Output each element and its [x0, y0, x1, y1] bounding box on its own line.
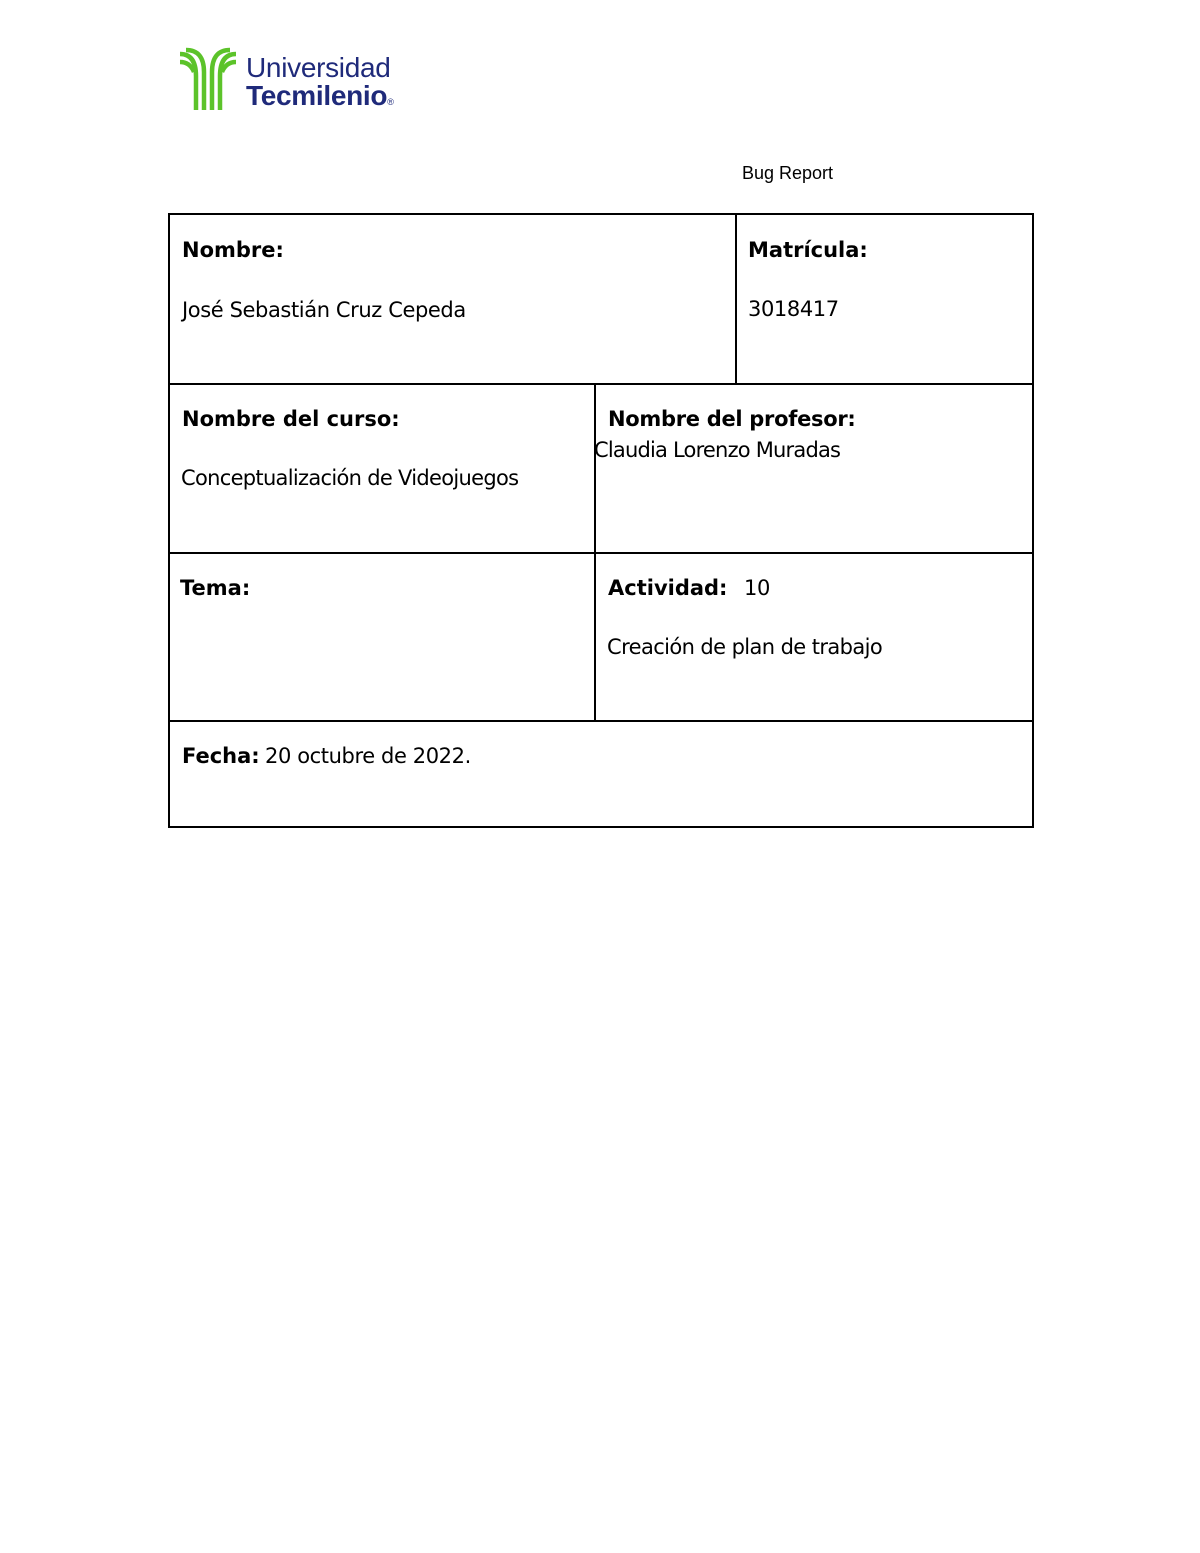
- cell-actividad: [596, 554, 1032, 720]
- logo-text-universidad: Universidad: [246, 52, 391, 83]
- nombre-label: Nombre:: [182, 238, 284, 262]
- cell-fecha: [170, 722, 1032, 826]
- cell-matricula: [737, 215, 1032, 383]
- matricula-value: 3018417: [748, 297, 839, 321]
- cell-profesor: [596, 385, 1032, 552]
- university-logo: [178, 46, 418, 112]
- curso-label: Nombre del curso:: [182, 407, 400, 431]
- matricula-label: Matrícula:: [748, 238, 868, 262]
- actividad-label: Actividad:: [608, 576, 728, 600]
- profesor-label: Nombre del profesor:: [608, 407, 856, 431]
- fecha-value: 20 octubre de 2022.: [265, 744, 471, 768]
- cell-nombre: [170, 215, 735, 383]
- tecmilenio-tree-icon: [178, 46, 240, 112]
- registered-mark: ®: [387, 97, 394, 107]
- document-title: Bug Report: [742, 163, 834, 183]
- fecha-label: Fecha:: [182, 744, 260, 768]
- profesor-value: Claudia Lorenzo Muradas: [594, 438, 841, 462]
- nombre-value: José Sebastián Cruz Cepeda: [182, 298, 466, 322]
- actividad-number: 10: [744, 576, 770, 600]
- cell-curso: [170, 385, 594, 552]
- logo-text-tecmilenio: Tecmilenio®: [246, 80, 394, 111]
- actividad-value: Creación de plan de trabajo: [607, 635, 883, 659]
- curso-value: Conceptualización de Videojuegos: [181, 466, 519, 490]
- cell-tema: [170, 554, 594, 720]
- student-info-table: [168, 213, 1034, 828]
- tema-label: Tema:: [180, 576, 251, 600]
